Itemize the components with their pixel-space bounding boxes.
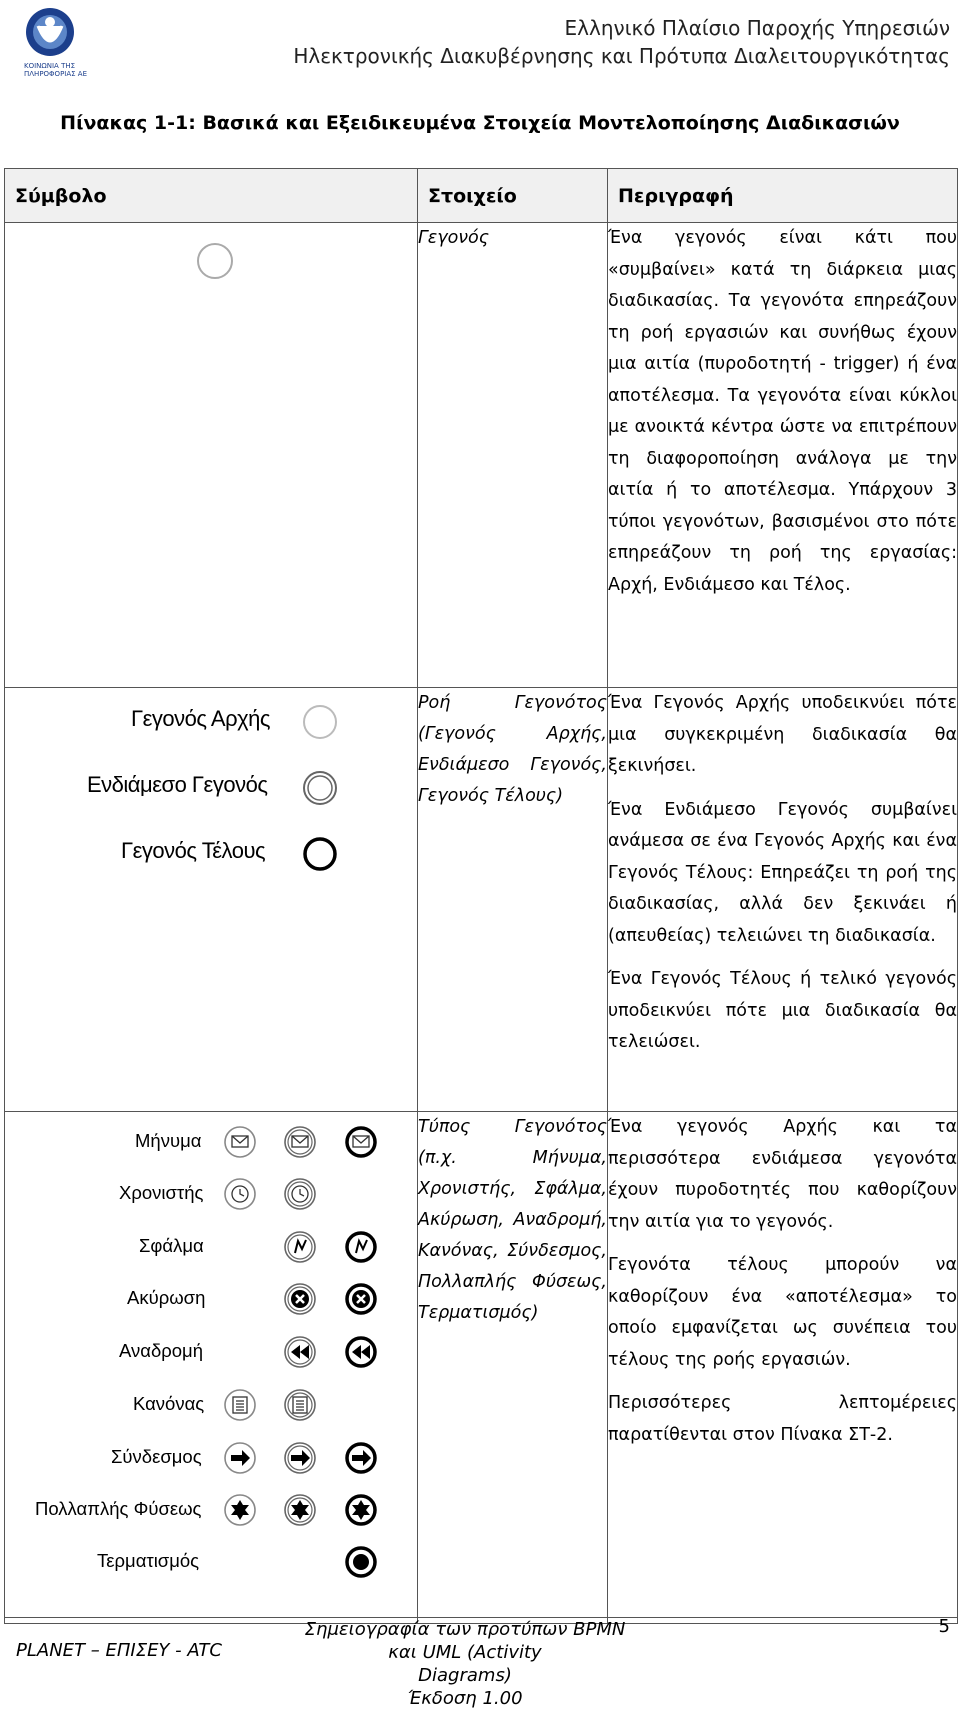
label-link: Σύνδεσμος [111, 1446, 202, 1467]
elements-table [4, 168, 958, 1624]
footer-center-line-1: Σημειογραφία των προτύπων BPMN και UML (Activity [304, 1619, 626, 1663]
element-cell: Γεγονός [418, 223, 608, 688]
column-header-symbol: Σύμβολο [5, 169, 418, 223]
description-text: Ένα Γεγονός Τέλους ή τελικό γεγονός υποδεικνύει πότε μια διαδικασία θα τελειώσει. [608, 969, 957, 1052]
footer-center-line-3: Έκδοση 1.00 [407, 1688, 523, 1709]
element-cell: Ροή Γεγονότος (Γεγονός Αρχής, Ενδιάμεσο Γεγονός, Γεγονός Τέλους) [418, 688, 608, 1112]
symbol-cell [5, 688, 418, 1112]
description-cell [608, 1112, 958, 1624]
element-cell: Τύπος Γεγονότος (π.χ. Μήνυμα, Χρονιστής, Σφάλμα, Ακύρωση, Αναδρομή, Κανόνας, Σύνδεσμος, Πολλαπλής Φύσεως, Τερματισμός) [418, 1112, 608, 1624]
end-event-icon [300, 834, 340, 874]
label-end-event: Γεγονός Τέλους [121, 838, 266, 863]
footer-center-line-2: Diagrams) [418, 1665, 512, 1686]
symbol-cell [5, 1112, 418, 1624]
header-line-2: Ηλεκτρονικής Διακυβέρνησης και Πρότυπα Διαλειτουργικότητας [293, 44, 950, 68]
start-event-icon [300, 702, 340, 742]
label-multiple: Πολλαπλής Φύσεως [35, 1498, 202, 1519]
table-row [5, 223, 958, 688]
label-error: Σφάλμα [139, 1235, 204, 1256]
description-text: Ένα γεγονός Αρχής και τα περισσότερα ενδιάμεσα γεγονότα έχουν πυροδοτητές που καθορίζουν την αιτία για το γεγονός. [608, 1117, 957, 1232]
table-header-row [5, 169, 958, 223]
header-line-1: Ελληνικό Πλαίσιο Παροχής Υπηρεσιών [564, 16, 950, 40]
logo-text-2: ΠΛΗΡΟΦΟΡΙΑΣ ΑΕ [24, 70, 87, 78]
page-header [293, 14, 950, 70]
label-cancel: Ακύρωση [127, 1287, 206, 1308]
description-text: Γεγονότα τέλους μπορούν να καθορίζουν ένα «αποτέλεσμα» το οποίο εμφανίζεται ως συνέπεια του τέλους της ροής εργασιών. [608, 1255, 957, 1370]
column-header-element: Στοιχείο [418, 169, 608, 223]
description-cell [608, 688, 958, 1112]
label-intermediate-event: Ενδιάμεσο Γεγονός [87, 772, 268, 797]
description-text: Ένα Γεγονός Αρχής υποδεικνύει πότε μια συγκεκριμένη διαδικασία θα ξεκινήσει. [608, 693, 957, 776]
description-text: Ένα γεγονός είναι κάτι που «συμβαίνει» κατά τη διάρκεια μιας διαδικασίας. Τα γεγονότα επηρεάζουν τη ροή εργασιών και συνήθως έχουν μια αιτία (πυροδοτητή - trigger) ή ένα αποτέλεσμα. Τα γεγονότα είναι κύκλοι με ανοικτά κέντρα ώστε να επιτρέπουν τη διαφοροποίηση ανάλογα με την αιτία ή το αποτέλεσμα. Υπάρχουν 3 τύποι γεγονότων, βασισμένοι στο πότε επηρεάζουν τη ροή της εργασίας: Αρχή, Ενδιάμεσο και Τέλος. [608, 228, 957, 595]
description-text: Περισσότερες λεπτομέρειες παρατίθενται στον Πίνακα ΣΤ-2. [608, 1393, 957, 1445]
table-title: Πίνακας 1-1: Βασικά και Εξειδικευμένα Στοιχεία Μοντελοποίησης Διαδικασιών [60, 112, 900, 134]
logo [18, 6, 90, 78]
description-text: Ένα Ενδιάμεσο Γεγονός συμβαίνει ανάμεσα σε ένα Γεγονός Αρχής και ένα Γεγονός Τέλους: Επηρεάζει τη ροή της διαδικασίας, αλλά δεν ξεκινάει ή (απευθείας) τελειώνει τη διαδικασία. [608, 799, 957, 946]
table-row [5, 1112, 958, 1624]
label-terminate: Τερματισμός [97, 1550, 200, 1571]
label-start-event: Γεγονός Αρχής [131, 706, 270, 731]
label-compensation: Αναδρομή [119, 1340, 204, 1361]
footer-left: PLANET – ΕΠΙΣΕΥ - ATC [16, 1640, 222, 1661]
footer-center [300, 1618, 630, 1710]
label-rule: Κανόνας [133, 1393, 205, 1414]
logo-text-1: ΚΟΙΝΩΝΙΑ ΤΗΣ [24, 62, 76, 70]
description-cell [608, 223, 958, 688]
label-timer: Χρονιστής [119, 1182, 204, 1203]
intermediate-event-icon [300, 768, 340, 808]
page-number: 5 [938, 1616, 950, 1637]
column-header-description: Περιγραφή [608, 169, 958, 223]
event-circle-icon [185, 233, 245, 293]
event-types-icons [5, 1112, 418, 1612]
symbol-cell [5, 223, 418, 688]
table-row [5, 688, 958, 1112]
label-message: Μήνυμα [135, 1130, 202, 1151]
